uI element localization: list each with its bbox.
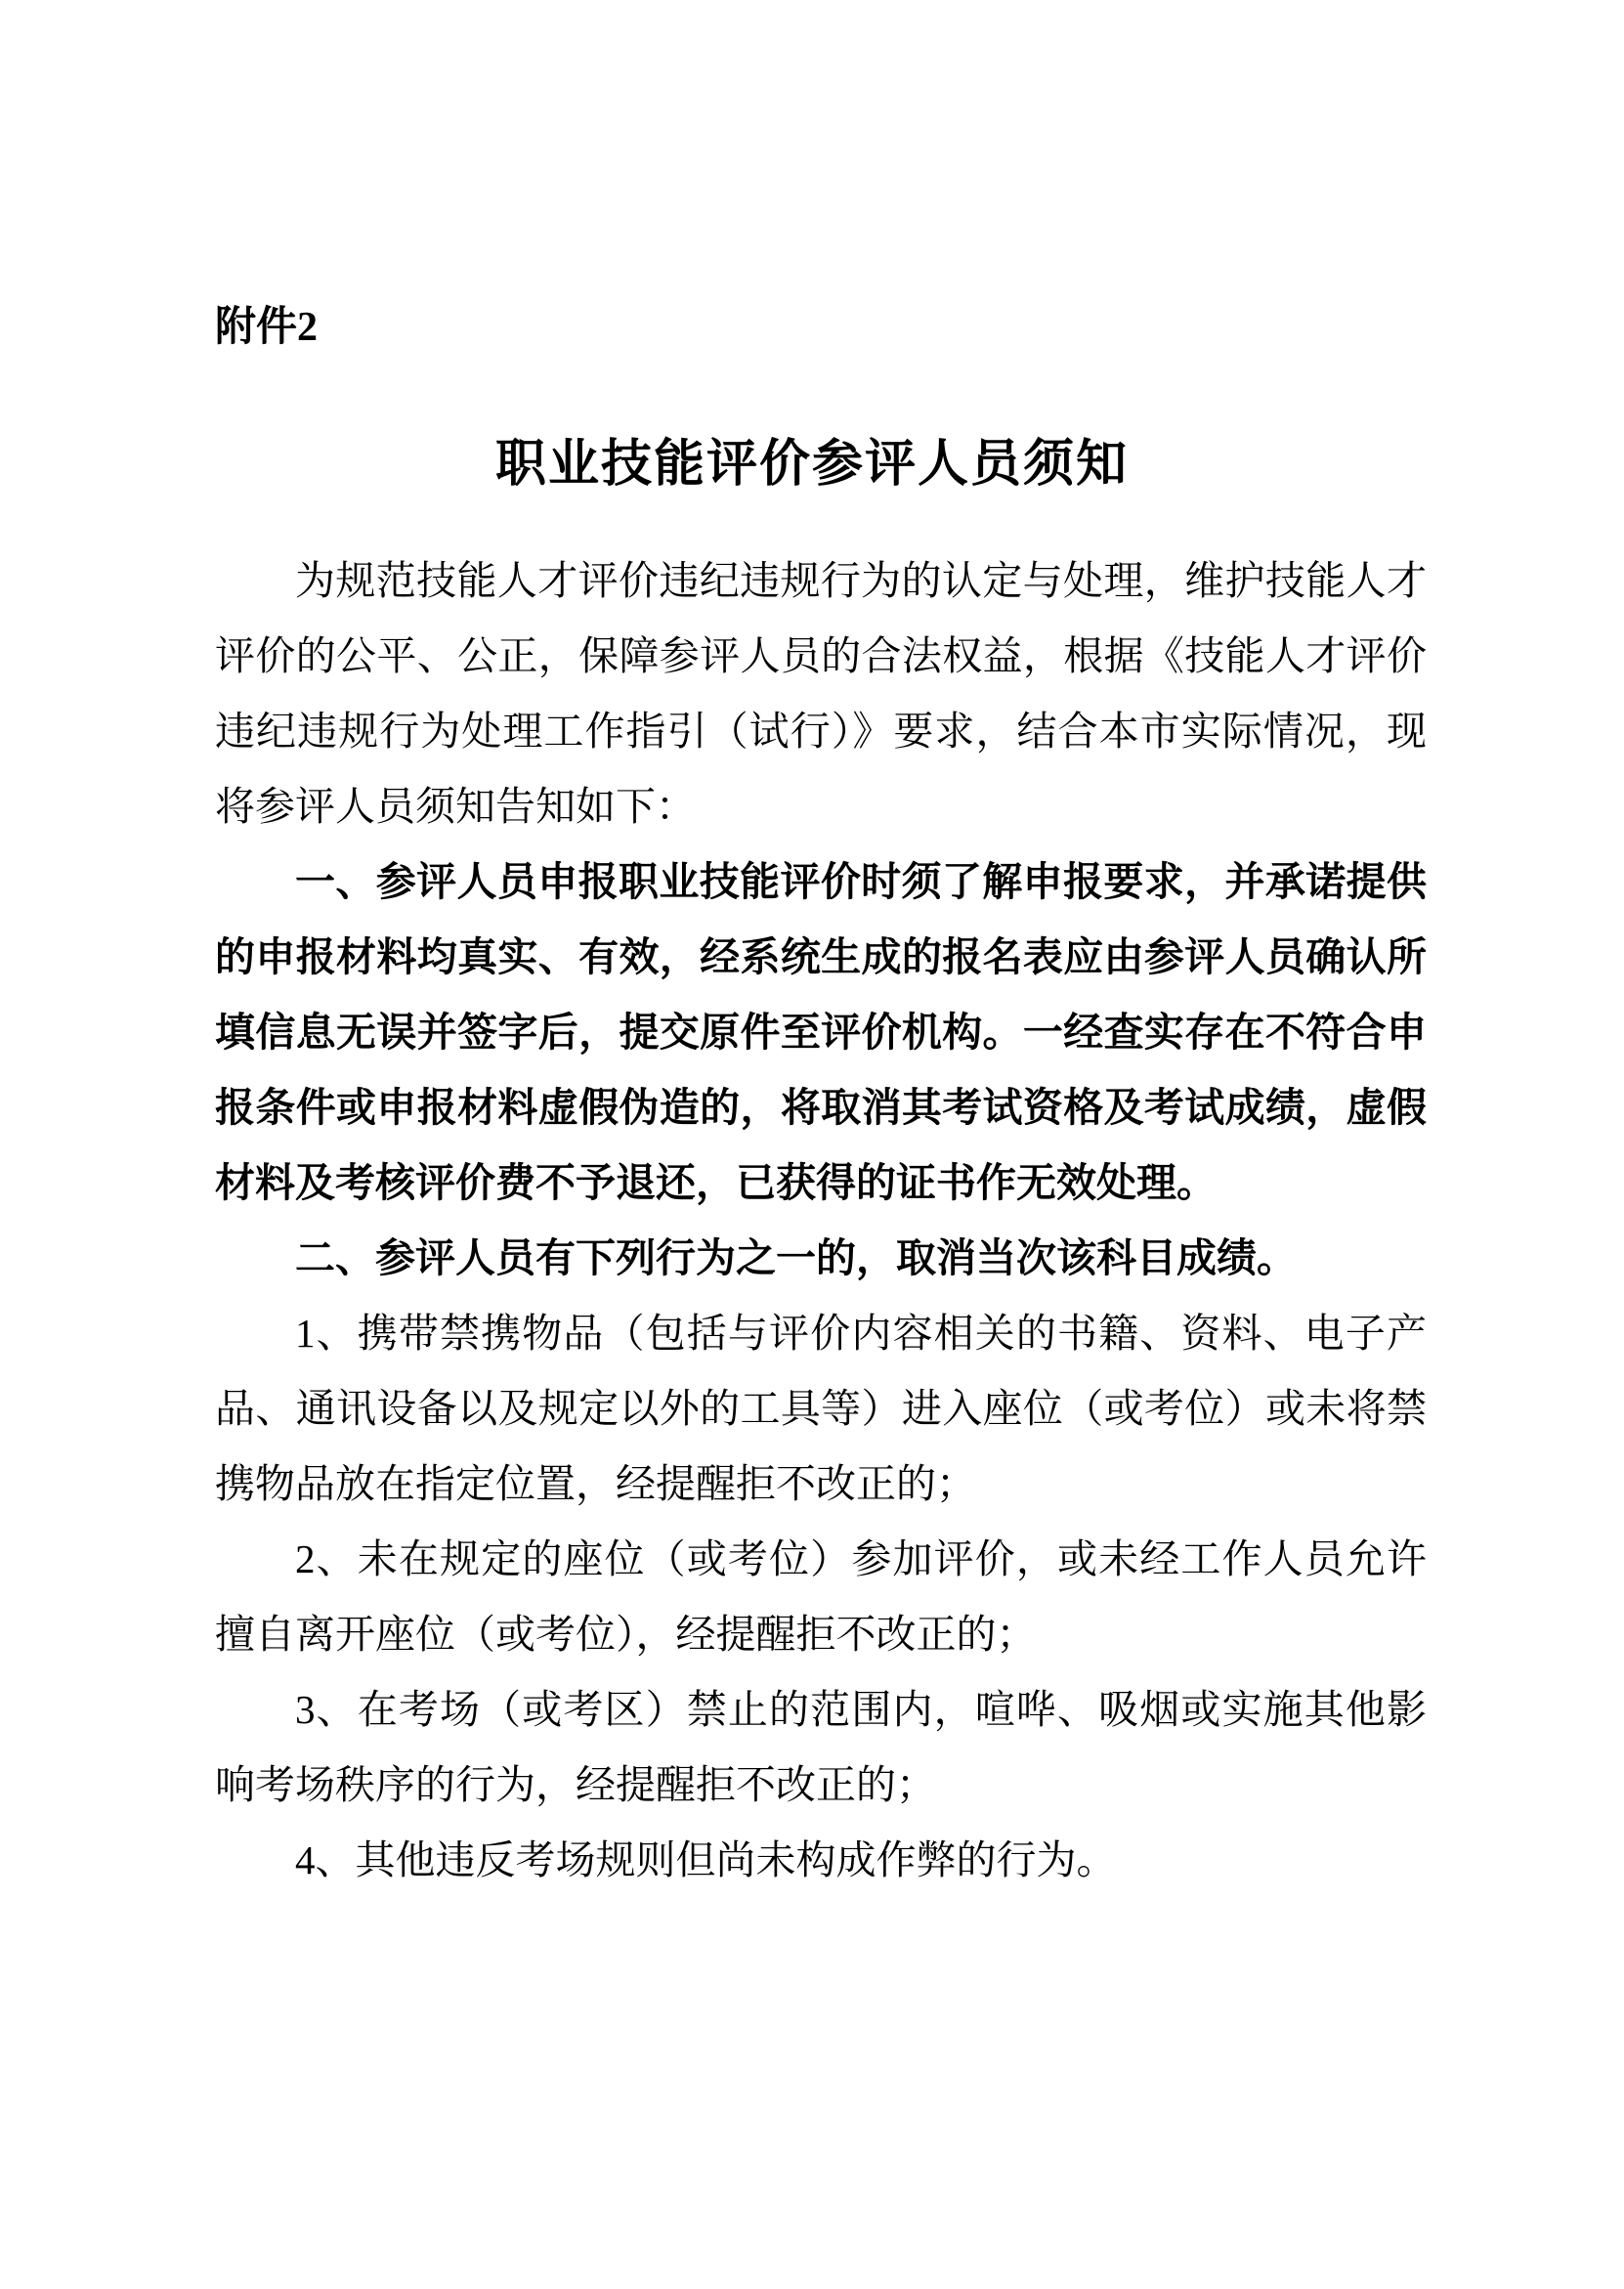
paragraph: 2、未在规定的座位（或考位）参加评价，或未经工作人员允许擅自离开座位（或考位），经提醒拒不改正的； [215,1536,1427,1657]
document-body [215,543,1427,1898]
attachment-label: 附件2 [215,305,319,350]
paragraph: 为规范技能人才评价违纪违规行为的认定与处理，维护技能人才评价的公平、公正，保障参评人员的合法权益，根据《技能人才评价违纪违规行为处理工作指引（试行）》要求，结合本市实际情况，现将参评人员须知告知如下： [215,558,1427,829]
paragraph: 4、其他违反考场规则但尚未构成作弊的行为。 [295,1837,1117,1882]
paragraph: 一、参评人员申报职业技能评价时须了解申报要求，并承诺提供的申报材料均真实、有效，经系统生成的报名表应由参评人员确认所填信息无误并签字后，提交原件至评价机构。一经查实存在不符合申报条件或申报材料虚假伪造的，将取消其考试资格及考试成绩，虚假材料及考核评价费不予退还，已获得的证书作无效处理。 [215,859,1427,1205]
page-title: 职业技能评价参评人员须知 [494,437,1129,493]
paragraph: 3、在考场（或考区）禁止的范围内，喧哗、吸烟或实施其他影响考场秩序的行为，经提醒拒不改正的； [215,1687,1427,1807]
paragraph: 二、参评人员有下列行为之一的，取消当次该科目成绩。 [295,1235,1297,1280]
paragraph: 1、携带禁携物品（包括与评价内容相关的书籍、资料、电子产品、通讯设备以及规定以外的工具等）进入座位（或考位）或未将禁携物品放在指定位置，经提醒拒不改正的； [215,1311,1427,1506]
